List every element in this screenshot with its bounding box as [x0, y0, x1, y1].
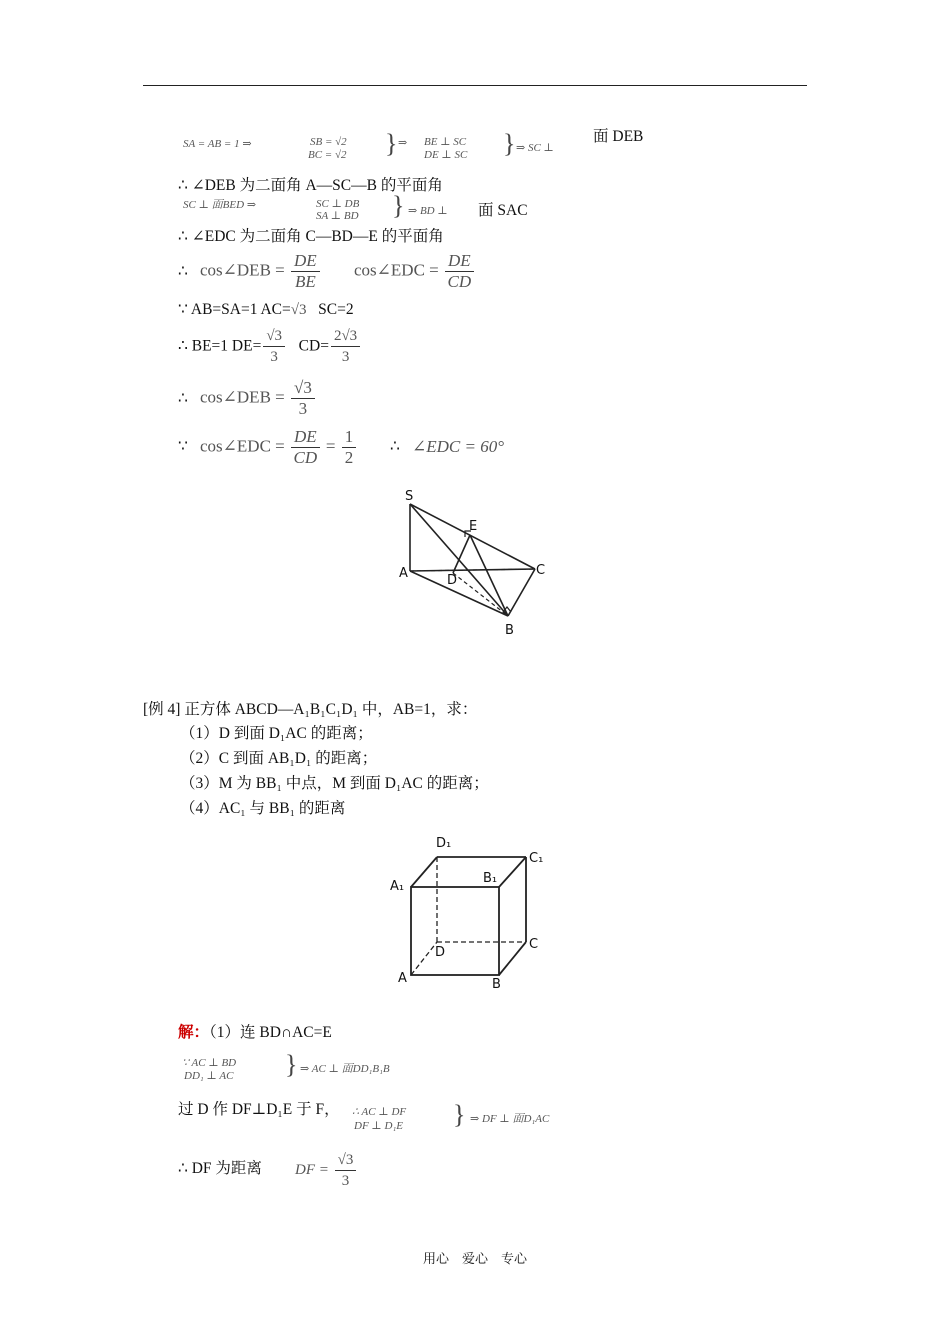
brace-right: }	[285, 1050, 298, 1079]
frac-numerator: DE	[445, 251, 474, 272]
frac-numerator: 2√3	[331, 326, 360, 347]
equals-sign: =	[325, 436, 336, 456]
vertex-label-d1: D₁	[436, 836, 452, 851]
line-angle-deb: ∴ ∠DEB 为二面角 A—SC—B 的平面角	[178, 177, 443, 194]
cube-figure	[388, 830, 553, 995]
frac-numerator: 1	[342, 427, 357, 448]
solution-step1: （1）连 BD∩AC=E	[209, 1024, 332, 1041]
sys2-premise: SC ⊥ 面BED ⇒	[183, 199, 257, 211]
implies-arrow: ⇒	[398, 137, 408, 149]
vertex-label-a1: A₁	[390, 879, 405, 894]
frac-denominator: 3	[270, 349, 278, 365]
given-values	[178, 300, 354, 320]
sys1-tail: 面 DEB	[593, 128, 644, 145]
vertex-label-c: C	[529, 937, 539, 952]
given-ab-sa-ac: ∵ AB=SA=1 AC=	[178, 301, 291, 318]
line-angle-edc: ∴ ∠EDC 为二面角 C—BD—E 的平面角	[178, 228, 444, 245]
vertex-label-c1: C₁	[529, 851, 544, 866]
vertex-label-b: B	[505, 623, 514, 638]
sqrt-3: √3	[290, 302, 307, 318]
page-footer: 用心 爱心 专心	[422, 1252, 527, 1267]
line8-prefix: ∴	[178, 390, 188, 407]
cos-edc-left: cos∠EDC =	[354, 260, 439, 280]
vertex-label-e: E	[469, 519, 478, 534]
frac-denominator: 3	[298, 399, 308, 418]
frac-numerator: √3	[291, 378, 315, 399]
sys1-premise: SA = AB = 1 ⇒	[183, 138, 252, 150]
cd-label: CD=	[298, 337, 329, 355]
sys2-b2: SA ⊥ BD	[316, 210, 359, 222]
brace-right: }	[385, 129, 398, 158]
given-sc: SC=2	[318, 301, 354, 318]
vertex-label-a: A	[399, 566, 408, 581]
brace-right: }	[503, 129, 516, 158]
cos-edc-formula	[354, 251, 476, 292]
frac-denominator: 3	[341, 1173, 350, 1189]
frac-denominator: CD	[447, 272, 472, 291]
df-left: DF =	[295, 1161, 329, 1178]
frac-denominator: 2	[344, 448, 354, 467]
vertex-label-c: C	[536, 563, 546, 578]
question-4: （4）AC₁ 与 BB₁ 的距离	[180, 800, 346, 817]
frac-numerator: √3	[263, 326, 285, 347]
cos-deb-left: cos∠DEB =	[200, 387, 285, 407]
sys1-conclusion: ⇒ SC ⊥	[516, 142, 554, 154]
sys1-c2: DE ⊥ SC	[424, 149, 468, 161]
sys2-tail: 面 SAC	[478, 202, 528, 219]
header-rule	[143, 85, 807, 86]
df-formula	[295, 1150, 358, 1191]
sys2-b1: SC ⊥ DB	[316, 198, 360, 210]
sys3-conclusion: ⇒ AC ⊥ 面DD₁B₁B	[300, 1063, 390, 1075]
derived-lengths	[178, 326, 362, 367]
solution-label: 解：	[178, 1024, 210, 1041]
sys4-a1: ∴ AC ⊥ DF	[352, 1106, 407, 1118]
frac-numerator: DE	[291, 251, 320, 272]
solution-step3: ∴ DF 为距离	[178, 1160, 262, 1177]
sys4-a2: DF ⊥ D₁E	[354, 1120, 403, 1132]
sys1-c1: BE ⊥ SC	[424, 136, 467, 148]
sys2-conclusion: ⇒ BD ⊥	[408, 205, 448, 217]
solution-step2: 过 D 作 DF⊥D₁E 于 F，	[178, 1101, 340, 1118]
angle-result: ∠EDC = 60°	[412, 437, 505, 456]
cos-edc-value	[200, 427, 358, 468]
frac-denominator: CD	[293, 448, 318, 467]
sys3-a1: ∵ AC ⊥ BD	[182, 1057, 237, 1069]
line9-prefix: ∵	[178, 438, 188, 455]
frac-denominator: BE	[294, 272, 316, 291]
cos-edc-left: cos∠EDC =	[200, 436, 285, 456]
be-de-label: ∴ BE=1 DE=	[178, 337, 262, 355]
sys1-b2: BC = √2	[308, 149, 347, 161]
vertex-label-s: S	[405, 489, 414, 504]
sys1-b1: SB = √2	[310, 136, 347, 148]
cos-deb-formula	[200, 251, 322, 292]
sys4-conclusion: ⇒ DF ⊥ 面D₁AC	[470, 1113, 550, 1125]
question-1: （1）D 到面 D₁AC 的距离；	[180, 725, 373, 742]
vertex-label-d: D	[435, 945, 446, 960]
line9-therefore: ∴	[390, 438, 400, 455]
frac-numerator: DE	[291, 427, 320, 448]
brace-right: }	[453, 1100, 466, 1129]
vertex-label-a: A	[398, 971, 407, 986]
sys3-a2: DD₁ ⊥ AC	[184, 1070, 234, 1082]
solution-line1	[178, 1023, 332, 1043]
vertex-label-b: B	[492, 977, 501, 992]
question-3: （3）M 为 BB₁ 中点，M 到面 D₁AC 的距离；	[180, 775, 489, 792]
frac-denominator: 3	[341, 349, 350, 365]
question-2: （2）C 到面 AB₁D₁ 的距离；	[180, 750, 378, 767]
cos-deb-left: cos∠DEB =	[200, 260, 285, 280]
frac-numerator: √3	[335, 1150, 357, 1171]
brace-right: }	[392, 191, 405, 220]
vertex-label-b1: B₁	[483, 871, 498, 886]
vertex-label-d: D	[447, 573, 458, 588]
pyramid-figure	[395, 485, 555, 640]
cos-prefix: ∴	[178, 263, 188, 280]
example4-title: [例 4] 正方体 ABCD—A₁B₁C₁D₁ 中，AB=1，求：	[143, 701, 478, 718]
cos-deb-value	[200, 378, 317, 419]
